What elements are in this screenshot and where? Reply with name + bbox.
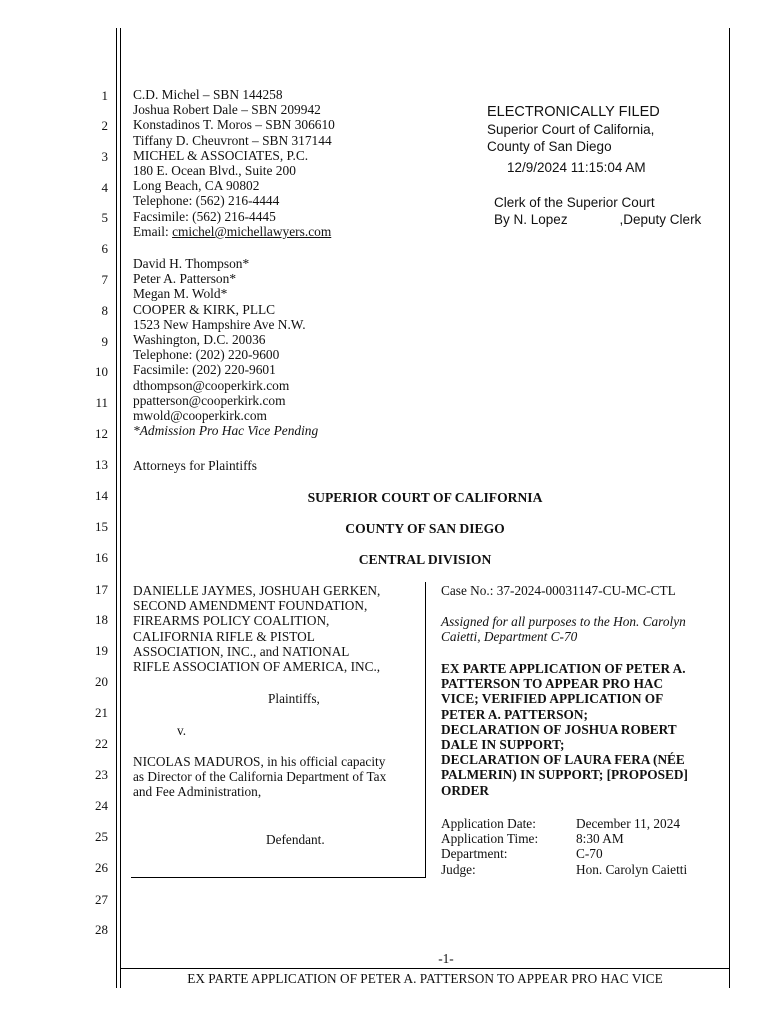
counsel-line: Joshua Robert Dale – SBN 209942	[133, 102, 321, 118]
line-number: 16	[95, 550, 108, 565]
court-division: CENTRAL DIVISION	[358, 552, 492, 567]
caption-bottom-rule	[131, 877, 426, 878]
line-number: 22	[95, 736, 108, 751]
counsel-line: Telephone: (562) 216-4444	[133, 193, 280, 209]
line-number: 23	[95, 767, 108, 782]
line-number: 3	[101, 149, 108, 164]
hearing-label: Application Date:	[441, 816, 536, 831]
counsel-line: COOPER & KIRK, PLLC	[133, 301, 276, 317]
line-number: 25	[95, 829, 108, 844]
defendant-line: as Director of the California Department of Tax	[133, 769, 387, 785]
plaintiff-line: SECOND AMENDMENT FOUNDATION,	[133, 598, 368, 614]
assigned-block	[441, 614, 686, 644]
line-number: 1	[101, 88, 108, 103]
line-number: 21	[95, 705, 108, 720]
line-number: 13	[95, 457, 108, 472]
stamp-by-label: By	[494, 212, 510, 227]
line-number: 11	[95, 395, 108, 410]
plaintiff-line: RIFLE ASSOCIATION OF AMERICA, INC.,	[133, 659, 381, 675]
stamp-clerk-block	[494, 194, 701, 228]
footer-rule	[121, 968, 730, 969]
pro-hac-vice-note: *Admission Pro Hac Vice Pending	[133, 423, 319, 439]
counsel-line: Tiffany D. Cheuvront – SBN 317144	[133, 132, 332, 148]
email-label: Email:	[133, 223, 173, 239]
stamp-clerk: Clerk of the Superior Court	[494, 195, 655, 210]
page-number: -1-	[438, 951, 454, 966]
line-number: 6	[101, 241, 108, 256]
counsel-email[interactable]: dthompson@cooperkirk.com	[133, 377, 290, 393]
line-number: 20	[95, 674, 108, 689]
document-title-line: PATTERSON TO APPEAR PRO HAC	[441, 676, 664, 692]
hearing-info	[441, 816, 687, 877]
footer-title: EX PARTE APPLICATION OF PETER A. PATTERSON TO APPEAR PRO HAC VICE	[187, 971, 663, 986]
hearing-row	[441, 846, 687, 861]
counsel-line: Facsimile: (562) 216-4445	[133, 208, 276, 224]
hearing-label: Department:	[441, 846, 508, 862]
stamp-by-line	[494, 211, 701, 228]
counsel-line: 180 E. Ocean Blvd., Suite 200	[133, 163, 296, 179]
court-county: COUNTY OF SAN DIEGO	[345, 521, 505, 536]
line-number: 10	[95, 364, 108, 379]
counsel-line: 1523 New Hampshire Ave N.W.	[133, 316, 306, 332]
hearing-value: Hon. Carolyn Caietti	[576, 861, 688, 877]
line-number: 24	[95, 798, 108, 813]
defendant-line: NICOLAS MADUROS, in his official capacity	[133, 754, 386, 769]
hearing-value: C-70	[576, 846, 603, 862]
line-number: 5	[101, 210, 108, 225]
document-title-line: DECLARATION OF LAURA FERA (NÉE	[441, 752, 685, 768]
plaintiff-line: ASSOCIATION, INC., and NATIONAL	[133, 643, 350, 659]
counsel-cooper-block	[133, 256, 318, 438]
defendant-line: and Fee Administration,	[133, 784, 262, 800]
line-number: 8	[101, 303, 108, 318]
counsel-email[interactable]: ppatterson@cooperkirk.com	[133, 392, 286, 408]
document-title-line: VICE; VERIFIED APPLICATION OF	[441, 691, 664, 707]
plaintiff-line: DANIELLE JAYMES, JOSHUAH GERKEN,	[133, 583, 381, 598]
counsel-line: David H. Thompson*	[133, 256, 250, 271]
counsel-line: MICHEL & ASSOCIATES, P.C.	[133, 147, 309, 163]
stamp-datetime: 12/9/2024 11:15:04 AM	[507, 160, 646, 175]
right-margin-rule	[729, 28, 730, 988]
line-number: 17	[95, 582, 108, 597]
hearing-row	[441, 816, 687, 831]
document-title-line: EX PARTE APPLICATION OF PETER A.	[441, 661, 686, 676]
document-title-line: DALE IN SUPPORT;	[441, 737, 565, 753]
left-margin-rule-inner	[120, 28, 121, 988]
counsel-line: Facsimile: (202) 220-9601	[133, 362, 276, 378]
document-title-line: PETER A. PATTERSON;	[441, 706, 588, 722]
email-link[interactable]: cmichel@michellawyers.com	[172, 223, 332, 239]
hearing-label: Judge:	[441, 861, 476, 877]
hearing-value: December 11, 2024	[576, 816, 680, 831]
counsel-line: Washington, D.C. 20036	[133, 332, 266, 348]
counsel-line: Peter A. Patterson*	[133, 271, 237, 287]
assigned-line: Caietti, Department C-70	[441, 629, 578, 645]
line-number: 2	[101, 118, 108, 133]
defendant-block	[133, 754, 386, 800]
case-number: Case No.: 37-2024-00031147-CU-MC-CTL	[441, 583, 676, 598]
stamp-county: County of San Diego	[487, 139, 612, 154]
document-title-line: PALMERIN) IN SUPPORT; [PROPOSED]	[441, 767, 688, 783]
counsel-line: C.D. Michel – SBN 144258	[133, 87, 283, 102]
caption-divider	[425, 582, 426, 878]
document-title	[441, 661, 688, 798]
hearing-label: Application Time:	[441, 831, 539, 847]
counsel-michel-block	[133, 87, 335, 239]
line-number: 19	[95, 643, 108, 658]
hearing-row	[441, 831, 687, 846]
filing-stamp	[487, 104, 660, 176]
court-name: SUPERIOR COURT OF CALIFORNIA	[307, 490, 543, 505]
line-number: 26	[95, 860, 108, 875]
line-number: 28	[95, 922, 108, 937]
counsel-email-line	[133, 224, 335, 239]
assigned-line: Assigned for all purposes to the Hon. Carolyn	[441, 614, 686, 629]
line-number: 9	[101, 334, 108, 349]
hearing-row	[441, 862, 687, 877]
line-number: 4	[101, 180, 108, 195]
line-number: 7	[101, 272, 108, 287]
line-number: 15	[95, 519, 108, 534]
document-title-line: ORDER	[441, 782, 490, 798]
attorneys-for: Attorneys for Plaintiffs	[133, 458, 257, 473]
stamp-court: Superior Court of California,	[487, 122, 655, 137]
counsel-line: Long Beach, CA 90802	[133, 178, 260, 194]
left-margin-rule-outer	[116, 28, 117, 988]
line-number: 14	[95, 488, 108, 503]
versus: v.	[177, 723, 187, 738]
counsel-line: Konstadinos T. Moros – SBN 306610	[133, 117, 335, 133]
line-number: 27	[95, 892, 108, 907]
stamp-title: ELECTRONICALLY FILED	[487, 104, 660, 120]
defendant-label: Defendant.	[266, 832, 325, 847]
hearing-value: 8:30 AM	[576, 831, 624, 847]
plaintiff-line: CALIFORNIA RIFLE & PISTOL	[133, 628, 315, 644]
plaintiffs-block	[133, 583, 380, 674]
plaintiff-line: FIREARMS POLICY COALITION,	[133, 613, 330, 629]
line-number: 12	[95, 426, 108, 441]
document-title-line: DECLARATION OF JOSHUA ROBERT	[441, 721, 677, 737]
stamp-by-name: N. Lopez	[513, 212, 568, 227]
line-number: 18	[95, 612, 108, 627]
stamp-deputy: ,Deputy Clerk	[619, 212, 702, 227]
counsel-line: Megan M. Wold*	[133, 286, 228, 302]
counsel-email[interactable]: mwold@cooperkirk.com	[133, 408, 267, 424]
plaintiffs-label: Plaintiffs,	[268, 691, 320, 706]
counsel-line: Telephone: (202) 220-9600	[133, 347, 280, 363]
